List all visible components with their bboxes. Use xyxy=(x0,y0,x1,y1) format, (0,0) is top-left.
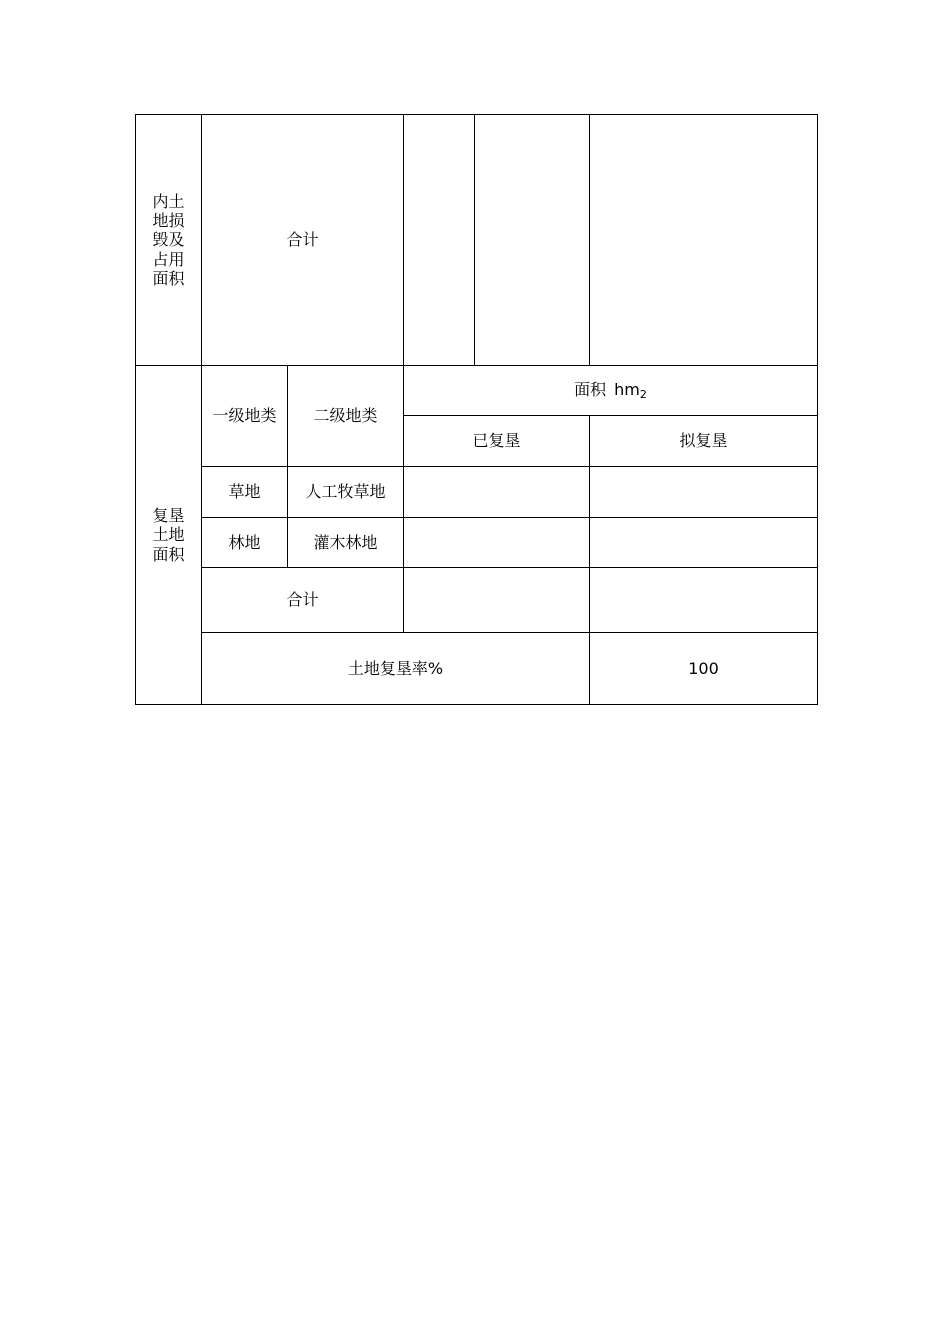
reclaim-rate-value: 100 xyxy=(590,633,818,705)
level2-cell: 灌木林地 xyxy=(288,518,404,568)
section2-total-label: 合计 xyxy=(202,568,404,633)
level1-cell: 林地 xyxy=(202,518,288,568)
planned-header: 拟复垦 xyxy=(590,416,818,467)
reclaim-total-row xyxy=(136,568,818,633)
label-line: 土地 xyxy=(152,525,185,545)
area-unit: hm xyxy=(614,379,640,399)
level1-category-header: 一级地类 xyxy=(202,366,288,467)
label-line: 占用 xyxy=(152,249,185,269)
level2-cell: 人工牧草地 xyxy=(288,467,404,518)
label-line: 毁及 xyxy=(152,230,185,250)
level2-category-header: 二级地类 xyxy=(288,366,404,467)
reclaimed-header: 已复垦 xyxy=(404,416,590,467)
label-line: 面积 xyxy=(152,268,185,288)
damage-occupied-area-label xyxy=(136,115,202,366)
reclaimed-cell xyxy=(404,518,590,568)
table-row xyxy=(136,518,818,568)
table-row xyxy=(136,467,818,518)
damage-occupied-total-row xyxy=(136,115,818,366)
empty-cell xyxy=(404,115,475,366)
reclaimed-cell xyxy=(404,467,590,518)
label-line: 地损 xyxy=(152,211,185,231)
planned-cell xyxy=(590,518,818,568)
planned-cell xyxy=(590,467,818,518)
area-unit-header xyxy=(404,366,818,416)
reclaimed-total-cell xyxy=(404,568,590,633)
empty-cell xyxy=(475,115,590,366)
label-line: 复垦 xyxy=(152,506,185,526)
level1-cell: 草地 xyxy=(202,467,288,518)
planned-total-cell xyxy=(590,568,818,633)
label-line: 内土 xyxy=(152,192,185,212)
reclaim-header-row-1 xyxy=(136,366,818,416)
empty-cell xyxy=(590,115,818,366)
land-area-table xyxy=(135,114,818,705)
area-unit-subscript: 2 xyxy=(639,387,647,401)
label-line: 面积 xyxy=(152,544,185,564)
reclaim-rate-row xyxy=(136,633,818,705)
area-label: 面积 xyxy=(574,379,607,399)
reclaim-rate-label: 土地复垦率% xyxy=(202,633,590,705)
reclaimed-land-area-label xyxy=(136,366,202,705)
section1-total-label: 合计 xyxy=(202,115,404,366)
